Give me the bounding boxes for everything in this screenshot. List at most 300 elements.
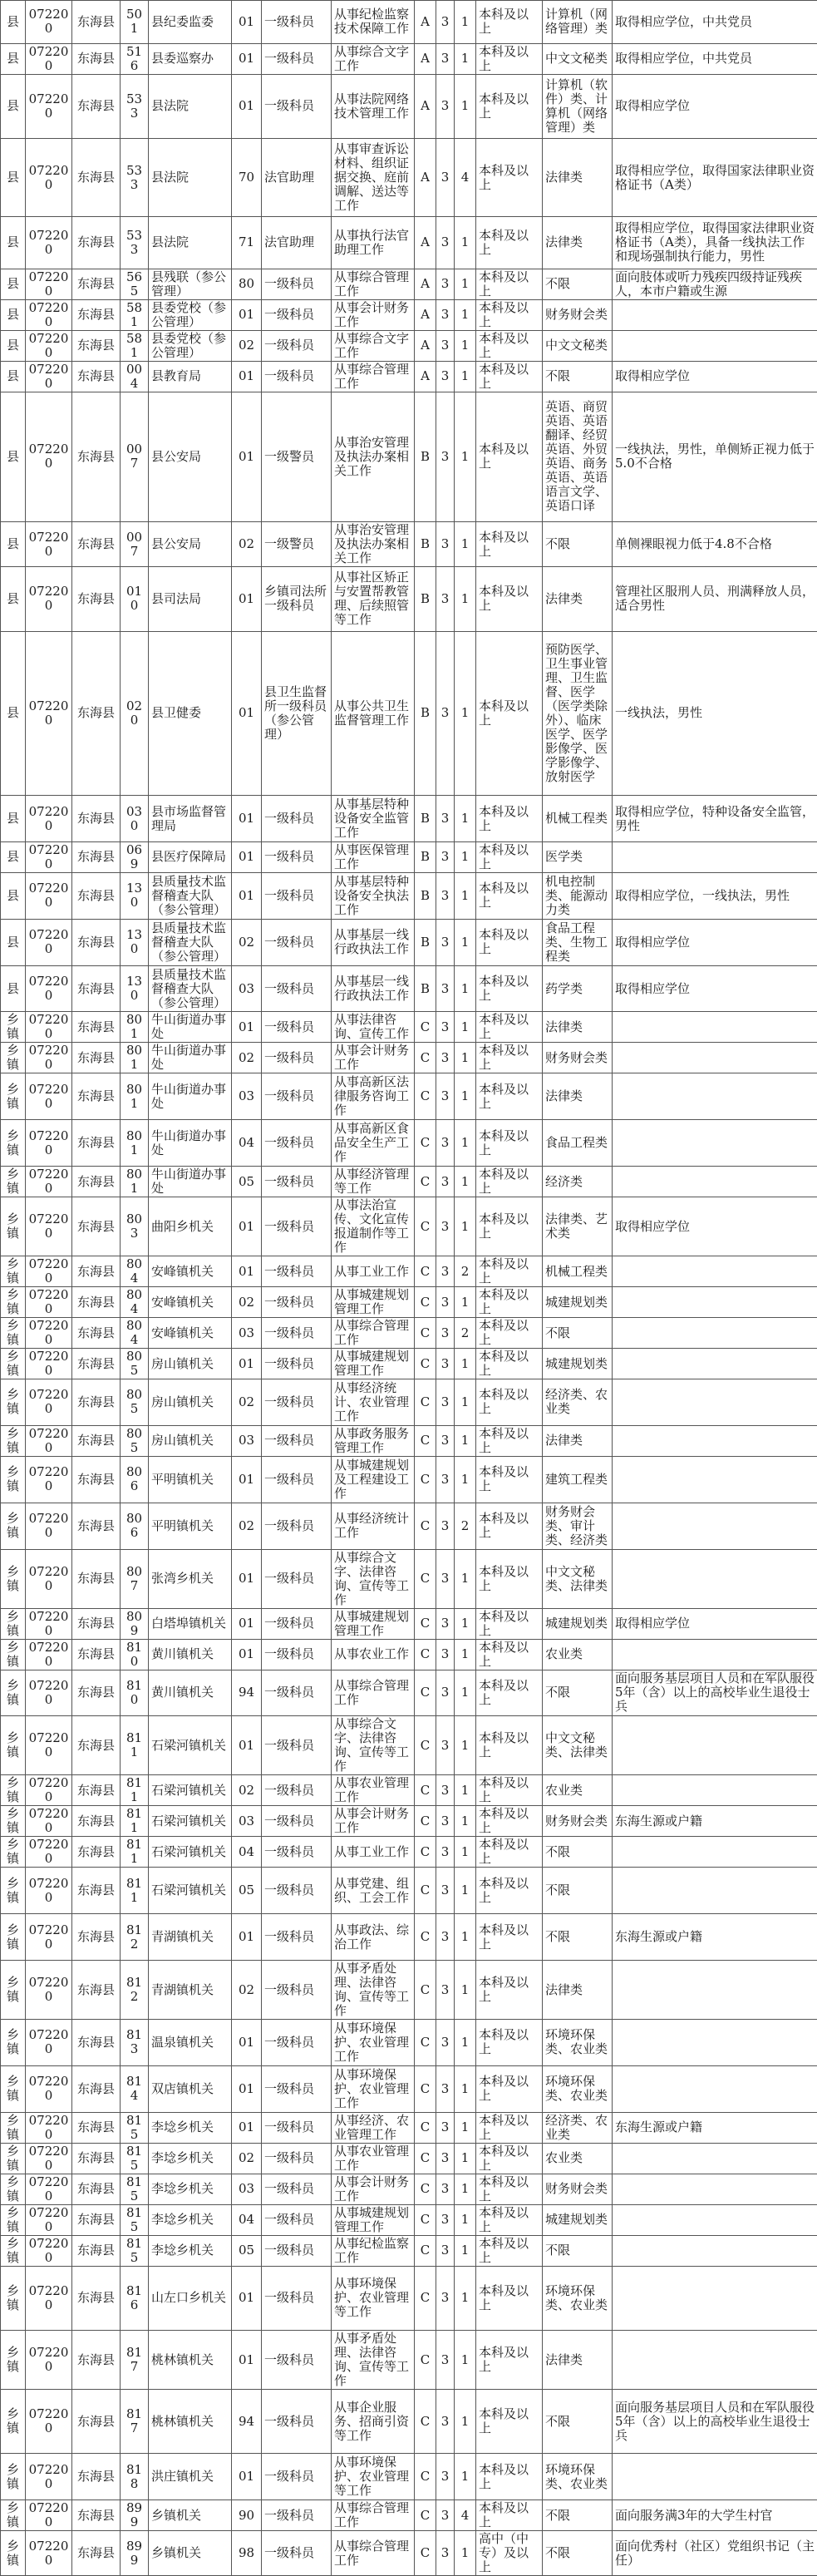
cell-county: 东海县: [72, 1287, 121, 1318]
cell-other-requirements: [613, 2143, 817, 2174]
cell-other-requirements: 取得相应学位: [613, 919, 817, 965]
cell-category: C: [415, 2331, 436, 2390]
cell-job-description: 从事工业工作: [332, 1837, 415, 1868]
cell-job-description: 从事审查诉讼材料、组织证据交换、庭前调解、送达等工作: [332, 138, 415, 216]
cell-other-requirements: [613, 299, 817, 330]
cell-unit-name: 县质量技术监督稽查大队（参公管理）: [149, 872, 232, 919]
cell-code: 072200: [26, 1639, 72, 1670]
cell-other-requirements: [613, 2065, 817, 2112]
cell-unit-code: 801: [121, 1167, 149, 1197]
cell-position-name: 一级科员: [262, 43, 332, 74]
cell-education: 本科及以上: [476, 1961, 543, 2020]
cell-job-description: 从事纪检监察技术保障工作: [332, 1, 415, 44]
cell-exam-type: 3: [436, 1716, 455, 1775]
cell-headcount: 1: [455, 919, 476, 965]
cell-headcount: 1: [455, 841, 476, 872]
cell-unit-name: 平明镇机关: [149, 1503, 232, 1549]
cell-position-code: 04: [232, 2204, 262, 2235]
cell-position-name: 法官助理: [262, 138, 332, 216]
cell-education: 本科及以上: [476, 1349, 543, 1379]
cell-position-name: 一级科员: [262, 2065, 332, 2112]
cell-education: 本科及以上: [476, 74, 543, 138]
cell-county: 东海县: [72, 2266, 121, 2330]
cell-level: 乡镇: [1, 2174, 26, 2204]
cell-code: 072200: [26, 392, 72, 522]
cell-headcount: 2: [455, 1503, 476, 1549]
cell-education: 本科及以上: [476, 2235, 543, 2266]
cell-level: 乡镇: [1, 1167, 26, 1197]
cell-position-code: 98: [232, 2531, 262, 2576]
cell-position-name: 一级科员: [262, 2500, 332, 2531]
cell-unit-name: 县质量技术监督稽查大队（参公管理）: [149, 919, 232, 965]
cell-county: 东海县: [72, 2143, 121, 2174]
cell-education: 本科及以上: [476, 1425, 543, 1456]
cell-headcount: 1: [455, 1639, 476, 1670]
cell-major: 医学类: [543, 841, 613, 872]
cell-position-name: 一级科员: [262, 1043, 332, 1073]
cell-major: 不限: [543, 1914, 613, 1961]
cell-job-description: 从事经济管理等工作: [332, 1167, 415, 1197]
cell-exam-type: 3: [436, 965, 455, 1012]
cell-job-description: 从事法院网络技术管理工作: [332, 74, 415, 138]
cell-category: B: [415, 522, 436, 567]
cell-education: 本科及以上: [476, 2454, 543, 2500]
cell-unit-code: 803: [121, 1197, 149, 1256]
cell-county: 东海县: [72, 567, 121, 631]
cell-code: 072200: [26, 1549, 72, 1608]
cell-position-name: 一级科员: [262, 796, 332, 842]
cell-county: 东海县: [72, 1167, 121, 1197]
cell-position-code: 01: [232, 2020, 262, 2066]
table-row: [1, 392, 817, 522]
cell-code: 072200: [26, 1012, 72, 1043]
cell-other-requirements: 取得相应学位，特种设备安全监管，男性: [613, 796, 817, 842]
cell-county: 东海县: [72, 1775, 121, 1806]
cell-exam-type: 3: [436, 1425, 455, 1456]
cell-category: C: [415, 1425, 436, 1456]
cell-job-description: 从事法治宣传、文化宣传报道制作等工作: [332, 1197, 415, 1256]
cell-position-name: 一级科员: [262, 841, 332, 872]
cell-major: 农业类: [543, 1639, 613, 1670]
cell-county: 东海县: [72, 872, 121, 919]
cell-education: 本科及以上: [476, 872, 543, 919]
table-row: [1, 1806, 817, 1837]
cell-job-description: 从事环境保护、农业管理等工作: [332, 2454, 415, 2500]
cell-category: C: [415, 1012, 436, 1043]
cell-headcount: 1: [455, 2266, 476, 2330]
cell-unit-code: 801: [121, 1073, 149, 1120]
cell-education: 本科及以上: [476, 1043, 543, 1073]
cell-other-requirements: [613, 841, 817, 872]
cell-unit-code: 801: [121, 1012, 149, 1043]
cell-exam-type: 3: [436, 299, 455, 330]
cell-unit-name: 洪庄镇机关: [149, 2454, 232, 2500]
cell-major: 中文文秘类、法律类: [543, 1716, 613, 1775]
cell-headcount: 1: [455, 1456, 476, 1503]
cell-unit-code: 815: [121, 2235, 149, 2266]
cell-exam-type: 3: [436, 1456, 455, 1503]
cell-code: 072200: [26, 2112, 72, 2143]
table-row: [1, 74, 817, 138]
cell-category: C: [415, 1914, 436, 1961]
cell-major: 环境环保类、农业类: [543, 2065, 613, 2112]
cell-position-name: 县卫生监督所一级科员（参公管理）: [262, 631, 332, 796]
cell-major: 不限: [543, 522, 613, 567]
table-row: [1, 1775, 817, 1806]
cell-code: 072200: [26, 1837, 72, 1868]
cell-position-code: 03: [232, 1806, 262, 1837]
cell-level: 乡镇: [1, 1043, 26, 1073]
cell-education: 高中（中专）及以上: [476, 2531, 543, 2576]
cell-unit-name: 县委党校（参公管理）: [149, 299, 232, 330]
cell-county: 东海县: [72, 2204, 121, 2235]
cell-unit-name: 黄川镇机关: [149, 1670, 232, 1716]
cell-exam-type: 3: [436, 872, 455, 919]
cell-county: 东海县: [72, 1806, 121, 1837]
cell-category: A: [415, 217, 436, 269]
cell-position-code: 01: [232, 299, 262, 330]
cell-other-requirements: 面向服务基层项目人员和在军队服役5年（含）以上的高校毕业生退役士兵: [613, 1670, 817, 1716]
cell-position-name: 一级科员: [262, 1549, 332, 1608]
cell-code: 072200: [26, 1456, 72, 1503]
cell-other-requirements: 取得相应学位，取得国家法律职业资格证书（A类），具备一线执法工作和现场强制执行能力，男性: [613, 217, 817, 269]
cell-major: 建筑工程类: [543, 1456, 613, 1503]
cell-position-code: 05: [232, 2235, 262, 2266]
cell-education: 本科及以上: [476, 1549, 543, 1608]
table-row: [1, 567, 817, 631]
table-row: [1, 1914, 817, 1961]
cell-position-name: 一级科员: [262, 2235, 332, 2266]
table-row: [1, 631, 817, 796]
table-row: [1, 2500, 817, 2531]
cell-level: 乡镇: [1, 2390, 26, 2454]
cell-job-description: 从事矛盾处理、法律咨询、宣传等工作: [332, 2331, 415, 2390]
cell-major: 财务财会类: [543, 1806, 613, 1837]
cell-level: 乡镇: [1, 2065, 26, 2112]
cell-category: C: [415, 1639, 436, 1670]
table-row: [1, 217, 817, 269]
cell-category: B: [415, 919, 436, 965]
cell-exam-type: 3: [436, 567, 455, 631]
cell-other-requirements: [613, 2020, 817, 2066]
cell-headcount: 1: [455, 631, 476, 796]
cell-unit-name: 青湖镇机关: [149, 1914, 232, 1961]
cell-unit-name: 安峰镇机关: [149, 1318, 232, 1349]
cell-major: 中文文秘类、法律类: [543, 1549, 613, 1608]
cell-position-code: 03: [232, 1073, 262, 1120]
cell-headcount: 1: [455, 1608, 476, 1639]
cell-major: 法律类: [543, 1961, 613, 2020]
cell-other-requirements: [613, 1120, 817, 1167]
cell-headcount: 1: [455, 965, 476, 1012]
cell-headcount: 4: [455, 138, 476, 216]
cell-exam-type: 3: [436, 2390, 455, 2454]
cell-position-code: 02: [232, 1043, 262, 1073]
cell-county: 东海县: [72, 1043, 121, 1073]
cell-position-code: 01: [232, 1, 262, 44]
cell-job-description: 从事经济统计、农业管理工作: [332, 1379, 415, 1426]
cell-exam-type: 3: [436, 2266, 455, 2330]
cell-code: 072200: [26, 2531, 72, 2576]
cell-unit-code: 805: [121, 1425, 149, 1456]
cell-position-name: 一级科员: [262, 872, 332, 919]
cell-category: C: [415, 2065, 436, 2112]
cell-position-name: 一级科员: [262, 299, 332, 330]
cell-major: 不限: [543, 2531, 613, 2576]
cell-education: 本科及以上: [476, 2143, 543, 2174]
cell-job-description: 从事会计财务工作: [332, 1806, 415, 1837]
cell-level: 乡镇: [1, 1775, 26, 1806]
cell-education: 本科及以上: [476, 567, 543, 631]
cell-unit-name: 牛山街道办事处: [149, 1120, 232, 1167]
table-row: [1, 269, 817, 299]
cell-unit-code: 810: [121, 1639, 149, 1670]
cell-unit-name: 桃林镇机关: [149, 2390, 232, 2454]
cell-code: 072200: [26, 361, 72, 392]
cell-level: 县: [1, 299, 26, 330]
cell-position-name: 一级科员: [262, 1379, 332, 1426]
cell-position-code: 02: [232, 2143, 262, 2174]
cell-level: 乡镇: [1, 2266, 26, 2330]
cell-exam-type: 3: [436, 1837, 455, 1868]
cell-county: 东海县: [72, 796, 121, 842]
cell-headcount: 1: [455, 1043, 476, 1073]
table-row: [1, 1043, 817, 1073]
cell-county: 东海县: [72, 1608, 121, 1639]
cell-job-description: 从事综合文字工作: [332, 43, 415, 74]
cell-category: C: [415, 1670, 436, 1716]
cell-position-code: 04: [232, 1120, 262, 1167]
cell-code: 072200: [26, 269, 72, 299]
cell-unit-code: 813: [121, 2020, 149, 2066]
cell-major: 不限: [543, 361, 613, 392]
cell-education: 本科及以上: [476, 2331, 543, 2390]
cell-position-name: 一级科员: [262, 1775, 332, 1806]
cell-unit-code: 806: [121, 1503, 149, 1549]
cell-position-name: 一级科员: [262, 1503, 332, 1549]
cell-major: 城建规划类: [543, 1349, 613, 1379]
cell-job-description: 从事综合文字工作: [332, 330, 415, 361]
cell-education: 本科及以上: [476, 1256, 543, 1287]
cell-county: 东海县: [72, 361, 121, 392]
cell-county: 东海县: [72, 2331, 121, 2390]
cell-other-requirements: 取得相应学位，一线执法，男性: [613, 872, 817, 919]
cell-county: 东海县: [72, 631, 121, 796]
cell-unit-name: 县公安局: [149, 522, 232, 567]
cell-code: 072200: [26, 2174, 72, 2204]
cell-exam-type: 3: [436, 1379, 455, 1426]
cell-exam-type: 3: [436, 841, 455, 872]
cell-major: 经济类: [543, 1167, 613, 1197]
cell-position-name: 一级科员: [262, 1120, 332, 1167]
cell-county: 东海县: [72, 1639, 121, 1670]
cell-code: 072200: [26, 2454, 72, 2500]
cell-job-description: 从事综合管理工作: [332, 269, 415, 299]
cell-position-name: 一级科员: [262, 1167, 332, 1197]
cell-level: 乡镇: [1, 1961, 26, 2020]
cell-unit-code: 007: [121, 392, 149, 522]
cell-major: 不限: [543, 1837, 613, 1868]
cell-education: 本科及以上: [476, 1456, 543, 1503]
cell-headcount: 1: [455, 1549, 476, 1608]
cell-county: 东海县: [72, 1197, 121, 1256]
cell-other-requirements: [613, 1379, 817, 1426]
cell-major: 城建规划类: [543, 1608, 613, 1639]
cell-job-description: 从事高新区法律服务咨询工作: [332, 1073, 415, 1120]
table-row: [1, 2020, 817, 2066]
cell-position-code: 90: [232, 2500, 262, 2531]
cell-job-description: 从事经济、农业管理工作: [332, 2112, 415, 2143]
cell-unit-code: 815: [121, 2174, 149, 2204]
cell-education: 本科及以上: [476, 1073, 543, 1120]
cell-county: 东海县: [72, 1914, 121, 1961]
cell-position-name: 一级科员: [262, 1073, 332, 1120]
cell-exam-type: 3: [436, 1256, 455, 1287]
cell-job-description: 从事会计财务工作: [332, 299, 415, 330]
cell-other-requirements: [613, 1961, 817, 2020]
cell-code: 072200: [26, 919, 72, 965]
cell-unit-code: 806: [121, 1456, 149, 1503]
cell-other-requirements: 一线执法，男性: [613, 631, 817, 796]
cell-category: B: [415, 392, 436, 522]
cell-headcount: 4: [455, 2500, 476, 2531]
cell-exam-type: 3: [436, 2065, 455, 2112]
cell-position-name: 一级科员: [262, 2143, 332, 2174]
cell-education: 本科及以上: [476, 1914, 543, 1961]
cell-position-name: 一级科员: [262, 1456, 332, 1503]
cell-category: A: [415, 1, 436, 44]
cell-unit-name: 县司法局: [149, 567, 232, 631]
cell-position-code: 01: [232, 1197, 262, 1256]
cell-position-code: 01: [232, 796, 262, 842]
cell-unit-name: 李埝乡机关: [149, 2174, 232, 2204]
cell-exam-type: 3: [436, 1868, 455, 1914]
cell-code: 072200: [26, 2204, 72, 2235]
cell-category: B: [415, 965, 436, 1012]
cell-exam-type: 3: [436, 1120, 455, 1167]
cell-level: 县: [1, 330, 26, 361]
cell-headcount: 1: [455, 269, 476, 299]
cell-education: 本科及以上: [476, 361, 543, 392]
cell-major: 环境环保类、农业类: [543, 2454, 613, 2500]
table-row: [1, 2531, 817, 2576]
cell-unit-code: 069: [121, 841, 149, 872]
cell-headcount: 1: [455, 74, 476, 138]
cell-county: 东海县: [72, 392, 121, 522]
cell-position-name: 一级科员: [262, 2204, 332, 2235]
cell-unit-name: 乡镇机关: [149, 2531, 232, 2576]
cell-category: A: [415, 299, 436, 330]
cell-code: 072200: [26, 2065, 72, 2112]
cell-category: C: [415, 1318, 436, 1349]
table-row: [1, 2390, 817, 2454]
cell-major: 预防医学、卫生事业管理、卫生监督、医学（医学类除外）、临床医学、医学影像学、医学影像学、放射医学: [543, 631, 613, 796]
cell-unit-name: 县教育局: [149, 361, 232, 392]
cell-code: 072200: [26, 138, 72, 216]
cell-headcount: 1: [455, 1670, 476, 1716]
cell-headcount: 1: [455, 1806, 476, 1837]
cell-headcount: 1: [455, 1120, 476, 1167]
cell-level: 县: [1, 841, 26, 872]
cell-major: 英语、商贸英语、英语翻译、经贸英语、外贸英语、商务英语、英语语言文学、英语口译: [543, 392, 613, 522]
cell-job-description: 从事经济统计工作: [332, 1503, 415, 1549]
cell-unit-name: 乡镇机关: [149, 2500, 232, 2531]
cell-code: 072200: [26, 217, 72, 269]
cell-headcount: 1: [455, 1287, 476, 1318]
cell-other-requirements: 面向肢体或听力残疾四级持证残疾人，本市户籍或生源: [613, 269, 817, 299]
cell-exam-type: 3: [436, 2143, 455, 2174]
cell-education: 本科及以上: [476, 2112, 543, 2143]
cell-county: 东海县: [72, 965, 121, 1012]
cell-level: 县: [1, 217, 26, 269]
cell-job-description: 从事综合管理工作: [332, 1670, 415, 1716]
cell-other-requirements: [613, 1716, 817, 1775]
cell-position-name: 一级科员: [262, 1608, 332, 1639]
cell-education: 本科及以上: [476, 965, 543, 1012]
cell-level: 乡镇: [1, 1716, 26, 1775]
cell-level: 县: [1, 522, 26, 567]
cell-major: 不限: [543, 1318, 613, 1349]
cell-unit-name: 桃林镇机关: [149, 2331, 232, 2390]
cell-position-name: 一级科员: [262, 1318, 332, 1349]
cell-exam-type: 3: [436, 2235, 455, 2266]
cell-code: 072200: [26, 1073, 72, 1120]
cell-category: C: [415, 1379, 436, 1426]
cell-headcount: 1: [455, 567, 476, 631]
cell-code: 072200: [26, 1425, 72, 1456]
cell-unit-name: 房山镇机关: [149, 1349, 232, 1379]
cell-job-description: 从事党建、组织、工会工作: [332, 1868, 415, 1914]
cell-unit-name: 县市场监督管理局: [149, 796, 232, 842]
cell-headcount: 1: [455, 2331, 476, 2390]
cell-level: 乡镇: [1, 2235, 26, 2266]
cell-exam-type: 3: [436, 361, 455, 392]
cell-education: 本科及以上: [476, 2266, 543, 2330]
cell-education: 本科及以上: [476, 299, 543, 330]
cell-position-name: 一级科员: [262, 361, 332, 392]
cell-unit-code: 030: [121, 796, 149, 842]
cell-position-code: 01: [232, 1914, 262, 1961]
cell-education: 本科及以上: [476, 217, 543, 269]
cell-major: 环境环保类、农业类: [543, 2266, 613, 2330]
cell-job-description: 从事城建规划管理工作: [332, 1608, 415, 1639]
cell-unit-name: 石梁河镇机关: [149, 1868, 232, 1914]
cell-headcount: 1: [455, 1073, 476, 1120]
cell-code: 072200: [26, 299, 72, 330]
cell-level: 乡镇: [1, 2204, 26, 2235]
cell-position-code: 02: [232, 1379, 262, 1426]
cell-headcount: 2: [455, 1256, 476, 1287]
cell-county: 东海县: [72, 2454, 121, 2500]
cell-position-code: 01: [232, 872, 262, 919]
cell-county: 东海县: [72, 522, 121, 567]
cell-position-code: 01: [232, 2112, 262, 2143]
cell-education: 本科及以上: [476, 2204, 543, 2235]
cell-position-name: 一级科员: [262, 965, 332, 1012]
cell-headcount: 1: [455, 1868, 476, 1914]
cell-major: 不限: [543, 269, 613, 299]
cell-position-code: 01: [232, 2266, 262, 2330]
table-row: [1, 1120, 817, 1167]
cell-county: 东海县: [72, 1349, 121, 1379]
cell-level: 乡镇: [1, 2112, 26, 2143]
cell-job-description: 从事农业工作: [332, 1639, 415, 1670]
cell-education: 本科及以上: [476, 269, 543, 299]
cell-unit-name: 曲阳乡机关: [149, 1197, 232, 1256]
cell-position-code: 01: [232, 1716, 262, 1775]
cell-major: 计算机（网络管理）类: [543, 1, 613, 44]
cell-education: 本科及以上: [476, 841, 543, 872]
